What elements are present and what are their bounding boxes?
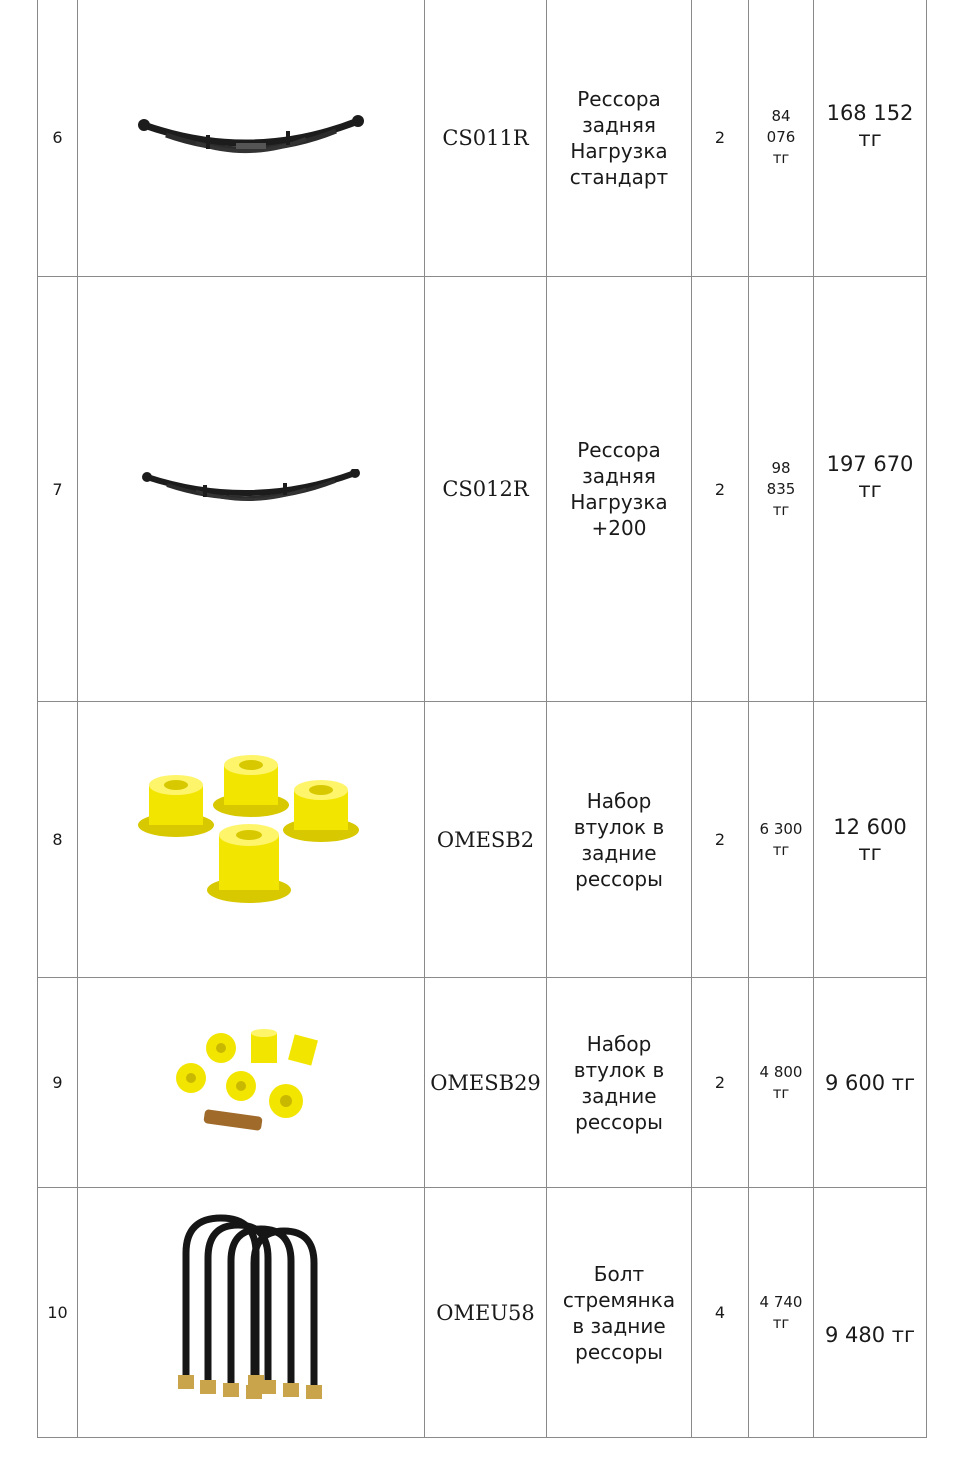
- product-image-cell: [78, 1188, 425, 1438]
- total-price: 168 152 тг: [814, 0, 927, 277]
- u-bolt-set-icon: [146, 1213, 356, 1413]
- quantity: 2: [692, 0, 749, 277]
- part-name: Болт стремянка в задние рессоры: [547, 1188, 692, 1438]
- table-row: [38, 277, 927, 702]
- unit-price: 84 076 тг: [749, 0, 814, 277]
- unit-price: 4 800 тг: [749, 978, 814, 1188]
- part-name: Набор втулок в задние рессоры: [547, 702, 692, 978]
- bushing-set-icon: [131, 750, 371, 930]
- row-number: 10: [38, 1188, 78, 1438]
- quantity: 4: [692, 1188, 749, 1438]
- bushing-kit-icon: [166, 1023, 336, 1143]
- unit-price: 98 835 тг: [749, 277, 814, 702]
- row-number: 9: [38, 978, 78, 1188]
- part-name: Рессора задняя Нагрузка стандарт: [547, 0, 692, 277]
- quantity: 2: [692, 702, 749, 978]
- product-image-cell: [78, 978, 425, 1188]
- part-name: Рессора задняя Нагрузка +200: [547, 277, 692, 702]
- part-code: OMESB29: [425, 978, 547, 1188]
- part-code: CS012R: [425, 277, 547, 702]
- part-code: OMEU58: [425, 1188, 547, 1438]
- part-code: CS011R: [425, 0, 547, 277]
- row-number: 6: [38, 0, 78, 277]
- row-number: 8: [38, 702, 78, 978]
- part-code: OMESB2: [425, 702, 547, 978]
- part-name: Набор втулок в задние рессоры: [547, 978, 692, 1188]
- total-price: 197 670 тг: [814, 277, 927, 702]
- total-price: 9 480 тг: [814, 1188, 927, 1438]
- total-price: 9 600 тг: [814, 978, 927, 1188]
- table-row: [38, 0, 927, 277]
- product-image-cell: [78, 0, 425, 277]
- leaf-spring-icon: [136, 113, 366, 163]
- leaf-spring-icon: [141, 469, 361, 509]
- total-price: 12 600 тг: [814, 702, 927, 978]
- quantity: 2: [692, 978, 749, 1188]
- quantity: 2: [692, 277, 749, 702]
- row-number: 7: [38, 277, 78, 702]
- unit-price: 6 300 тг: [749, 702, 814, 978]
- product-image-cell: [78, 702, 425, 978]
- product-image-cell: [78, 277, 425, 702]
- table-row: [38, 702, 927, 978]
- parts-table: [37, 0, 927, 1438]
- table-row: [38, 1188, 927, 1438]
- unit-price: 4 740 тг: [749, 1188, 814, 1438]
- table-row: [38, 978, 927, 1188]
